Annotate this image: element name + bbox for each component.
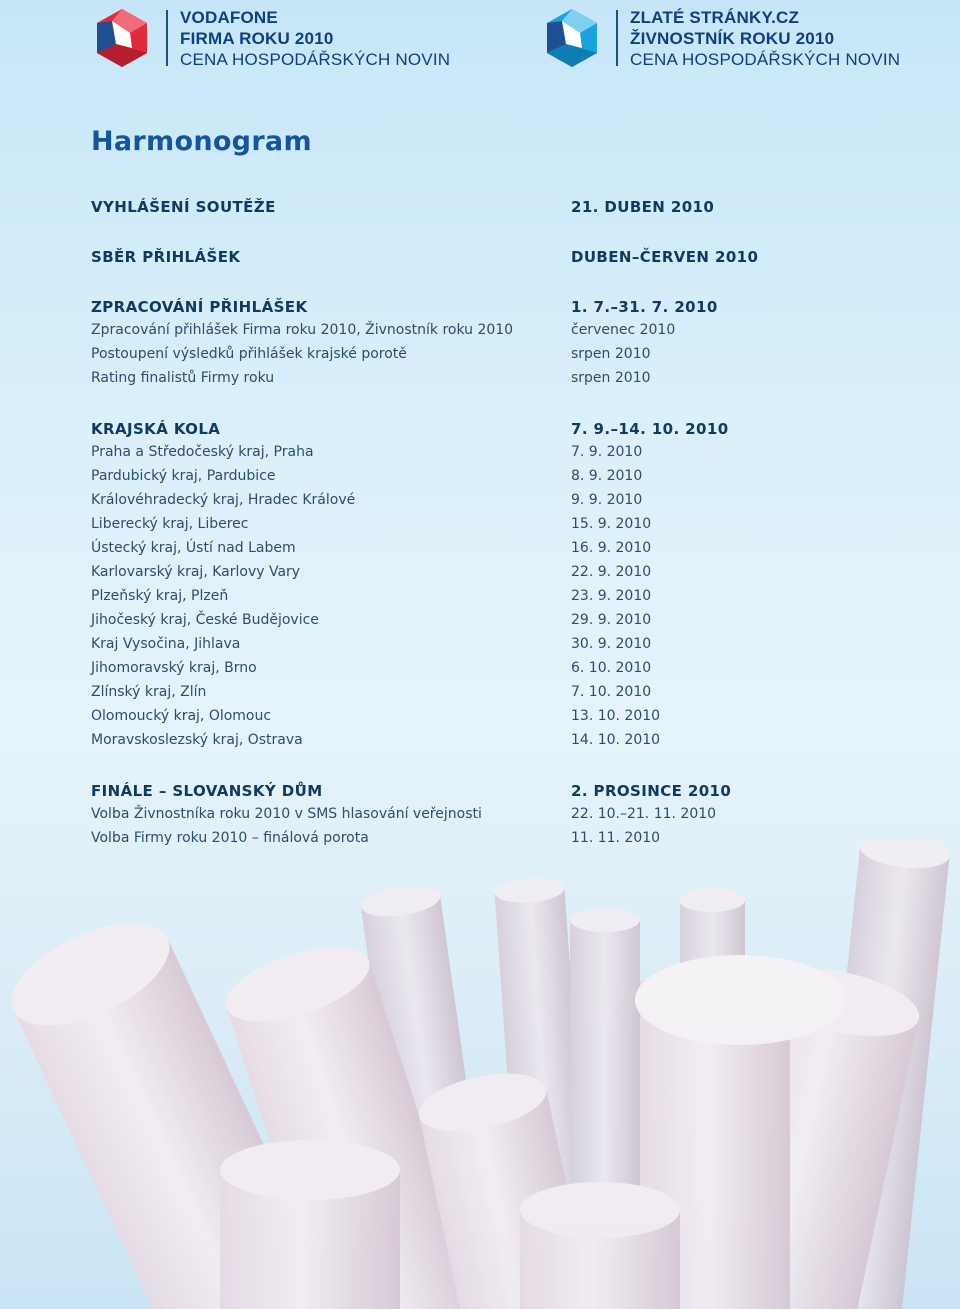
section-date: 7. 9.–14. 10. 2010 bbox=[571, 420, 729, 438]
logo-text bbox=[630, 7, 900, 70]
item-label: Královéhradecký kraj, Hradec Králové bbox=[91, 492, 356, 508]
item-label: Olomoucký kraj, Olomouc bbox=[91, 708, 272, 724]
item-label: Ústecký kraj, Ústí nad Labem bbox=[91, 540, 296, 556]
item-date: 11. 11. 2010 bbox=[571, 830, 661, 846]
item-label: Volba Firmy roku 2010 – finálová porota bbox=[91, 830, 369, 846]
item-date: srpen 2010 bbox=[571, 346, 651, 362]
item-date: 9. 9. 2010 bbox=[571, 492, 643, 508]
item-label: Liberecký kraj, Liberec bbox=[91, 516, 249, 532]
item-date: 14. 10. 2010 bbox=[571, 732, 661, 748]
logo-line-2: FIRMA ROKU 2010 bbox=[180, 28, 334, 48]
item-date: 15. 9. 2010 bbox=[571, 516, 652, 532]
item-label: Praha a Středočeský kraj, Praha bbox=[91, 444, 314, 460]
section-heading-row bbox=[91, 246, 791, 270]
section-date: 21. DUBEN 2010 bbox=[571, 198, 715, 216]
schedule-item bbox=[91, 442, 791, 466]
item-label: Zpracování přihlášek Firma roku 2010, Živnostník roku 2010 bbox=[91, 322, 514, 338]
section-heading: SBĚR PŘIHLÁŠEK bbox=[91, 248, 241, 266]
decorative-tubes-illustration bbox=[0, 840, 960, 1309]
item-label: Moravskoslezský kraj, Ostrava bbox=[91, 732, 303, 748]
item-label: Jihomoravský kraj, Brno bbox=[91, 660, 257, 676]
item-date: 16. 9. 2010 bbox=[571, 540, 652, 556]
section-date: DUBEN–ČERVEN 2010 bbox=[571, 248, 759, 266]
logo-line-2: ŽIVNOSTNÍK ROKU 2010 bbox=[630, 28, 835, 48]
schedule-item bbox=[91, 730, 791, 754]
schedule-item bbox=[91, 466, 791, 490]
item-date: 29. 9. 2010 bbox=[571, 612, 652, 628]
item-label: Plzeňský kraj, Plzeň bbox=[91, 588, 229, 604]
schedule-item bbox=[91, 658, 791, 682]
schedule-item bbox=[91, 610, 791, 634]
section-heading: KRAJSKÁ KOLA bbox=[91, 420, 221, 438]
item-label: Pardubický kraj, Pardubice bbox=[91, 468, 276, 484]
item-label: Rating finalistů Firmy roku bbox=[91, 370, 275, 386]
section-heading: ZPRACOVÁNÍ PŘIHLÁŠEK bbox=[91, 298, 308, 316]
item-label: Zlínský kraj, Zlín bbox=[91, 684, 207, 700]
section-heading-row bbox=[91, 296, 791, 320]
logo-divider bbox=[166, 10, 168, 66]
logo-text bbox=[180, 7, 450, 70]
item-date: 7. 10. 2010 bbox=[571, 684, 652, 700]
item-date: 30. 9. 2010 bbox=[571, 636, 652, 652]
item-date: 8. 9. 2010 bbox=[571, 468, 643, 484]
schedule-item bbox=[91, 344, 791, 368]
schedule-item bbox=[91, 682, 791, 706]
item-date: 6. 10. 2010 bbox=[571, 660, 652, 676]
firma-roku-emblem-icon bbox=[90, 6, 154, 70]
item-label: Karlovarský kraj, Karlovy Vary bbox=[91, 564, 301, 580]
zivnostnik-roku-emblem-icon bbox=[540, 6, 604, 70]
page-title: Harmonogram bbox=[91, 126, 312, 157]
schedule bbox=[91, 196, 791, 852]
logo-line-3: CENA HOSPODÁŘSKÝCH NOVIN bbox=[630, 49, 901, 69]
item-date: 23. 9. 2010 bbox=[571, 588, 652, 604]
schedule-item bbox=[91, 514, 791, 538]
schedule-item bbox=[91, 368, 791, 392]
logo-firma-roku bbox=[90, 6, 450, 70]
item-date: červenec 2010 bbox=[571, 322, 676, 338]
item-date: 7. 9. 2010 bbox=[571, 444, 643, 460]
schedule-item bbox=[91, 490, 791, 514]
item-label: Jihočeský kraj, České Budějovice bbox=[91, 612, 319, 628]
logo-line-1: VODAFONE bbox=[180, 7, 278, 27]
section-heading: FINÁLE – SLOVANSKÝ DŮM bbox=[91, 782, 323, 800]
item-label: Volba Živnostníka roku 2010 v SMS hlasování veřejnosti bbox=[91, 806, 482, 822]
item-date: 13. 10. 2010 bbox=[571, 708, 661, 724]
section-heading: VYHLÁŠENÍ SOUTĚŽE bbox=[91, 198, 276, 216]
logo-divider bbox=[616, 10, 618, 66]
logo-line-1: ZLATÉ STRÁNKY.CZ bbox=[630, 7, 800, 27]
logo-zivnostnik-roku bbox=[540, 6, 900, 70]
item-date: srpen 2010 bbox=[571, 370, 651, 386]
schedule-item bbox=[91, 804, 791, 828]
schedule-item bbox=[91, 320, 791, 344]
schedule-item bbox=[91, 634, 791, 658]
section-date: 2. PROSINCE 2010 bbox=[571, 782, 732, 800]
schedule-item bbox=[91, 562, 791, 586]
section-heading-row bbox=[91, 780, 791, 804]
section-date: 1. 7.–31. 7. 2010 bbox=[571, 298, 718, 316]
item-label: Postoupení výsledků přihlášek krajské porotě bbox=[91, 346, 407, 362]
section-heading-row bbox=[91, 196, 791, 220]
schedule-item bbox=[91, 706, 791, 730]
item-date: 22. 9. 2010 bbox=[571, 564, 652, 580]
section-heading-row bbox=[91, 418, 791, 442]
item-date: 22. 10.–21. 11. 2010 bbox=[571, 806, 717, 822]
logo-line-3: CENA HOSPODÁŘSKÝCH NOVIN bbox=[180, 49, 451, 69]
item-label: Kraj Vysočina, Jihlava bbox=[91, 636, 241, 652]
schedule-item bbox=[91, 538, 791, 562]
schedule-item bbox=[91, 586, 791, 610]
